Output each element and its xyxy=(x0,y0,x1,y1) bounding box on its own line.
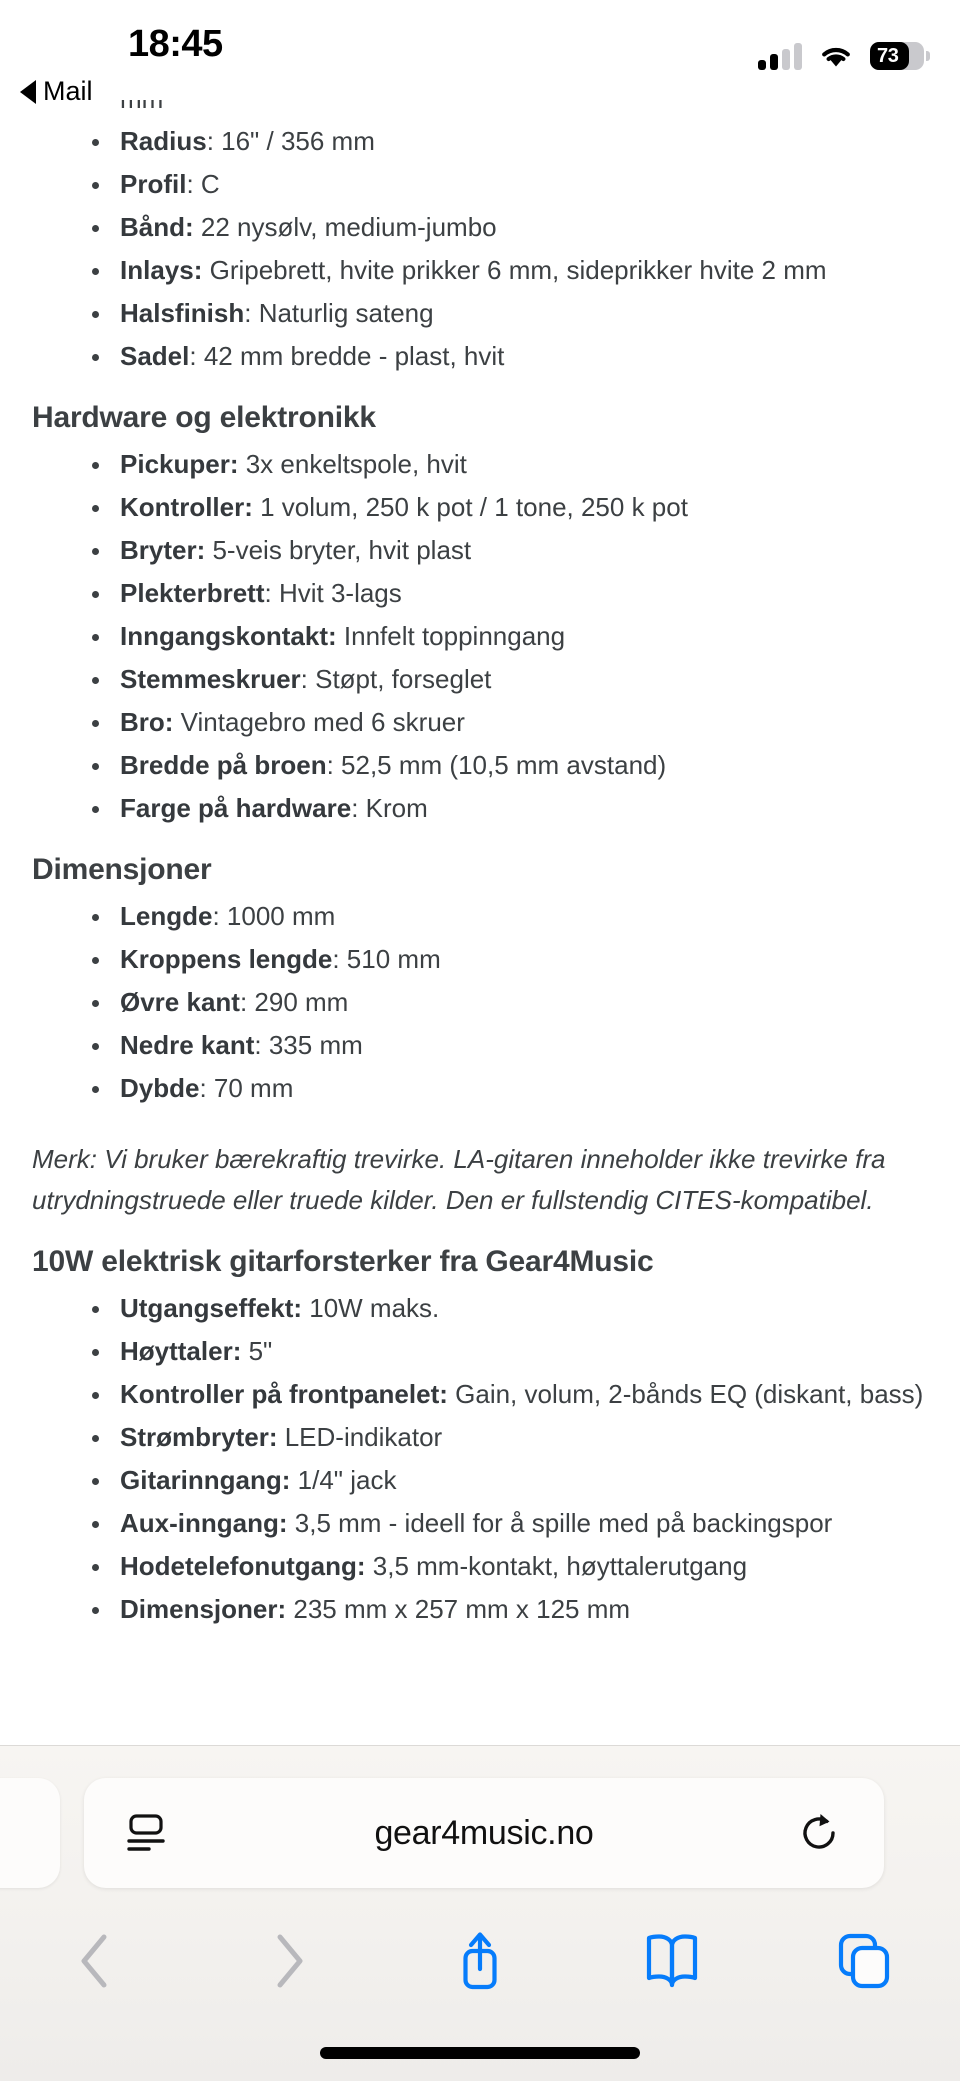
status-bar xyxy=(0,0,960,106)
spec-item xyxy=(32,249,930,291)
web-page-viewport[interactable] xyxy=(0,100,960,1746)
spec-item xyxy=(32,787,930,829)
spec-value: Innfelt toppinngang xyxy=(336,621,566,651)
spec-label: Øvre kant xyxy=(120,987,240,1017)
spec-value: Vintagebro med 6 skruer xyxy=(173,707,465,737)
adjacent-tab-card[interactable] xyxy=(0,1778,60,1888)
back-triangle-icon xyxy=(20,80,36,104)
spec-value: : Støpt, forseglet xyxy=(300,664,492,694)
spec-item xyxy=(32,744,930,786)
spec-value: 235 mm x 257 mm x 125 mm xyxy=(286,1594,631,1624)
spec-label: Dybde xyxy=(120,1073,200,1103)
spec-label: Farge på hardware xyxy=(120,793,352,823)
spec-list-neck xyxy=(32,120,930,377)
spec-item xyxy=(32,163,930,205)
spec-item xyxy=(32,572,930,614)
spec-item xyxy=(32,615,930,657)
status-bar-clock: 18:45 xyxy=(128,23,223,65)
spec-item xyxy=(32,1287,930,1329)
battery-percentage: 73 xyxy=(877,45,899,67)
spec-value: 10W maks. xyxy=(302,1293,440,1323)
spec-value: LED-indikator xyxy=(277,1422,443,1452)
reload-icon[interactable] xyxy=(798,1811,842,1855)
spec-label: Profil xyxy=(120,169,187,199)
spec-label: Inngangskontakt: xyxy=(120,621,337,651)
spec-value: 5" xyxy=(241,1336,273,1366)
spec-label: Aux-inngang: xyxy=(120,1508,288,1538)
section-heading-hardware: Hardware og elektronikk xyxy=(32,401,376,434)
spec-value: Gain, volum, 2-bånds EQ (diskant, bass) xyxy=(447,1379,924,1409)
spec-value: 1/4" jack xyxy=(290,1465,397,1495)
spec-label: Halsfinish xyxy=(120,298,245,328)
spec-label: Lengde xyxy=(120,901,213,931)
spec-value: : 335 mm xyxy=(254,1030,363,1060)
spec-item xyxy=(32,335,930,377)
spec-item xyxy=(32,206,930,248)
spec-value: : 290 mm xyxy=(239,987,349,1017)
spec-list-hardware xyxy=(32,443,930,829)
spec-value: 3,5 mm - ideell for å spille med på backingspor xyxy=(287,1508,833,1538)
battery-cap xyxy=(926,51,930,61)
spec-value: : 1000 mm xyxy=(212,901,336,931)
spec-label: Nedre kant xyxy=(120,1030,255,1060)
home-indicator xyxy=(320,2047,640,2059)
spec-item xyxy=(32,1024,930,1066)
tabs-button[interactable] xyxy=(768,1906,960,2016)
chevron-right-icon xyxy=(265,1930,311,1992)
address-bar[interactable] xyxy=(84,1778,884,1888)
spec-label: Hodetelefonutgang: xyxy=(120,1551,366,1581)
spec-item xyxy=(32,120,930,162)
spec-label: Strømbryter: xyxy=(120,1422,278,1452)
spec-label: Høyttaler: xyxy=(120,1336,242,1366)
spec-label: Pickuper: xyxy=(120,449,239,479)
spec-item xyxy=(32,486,930,528)
spec-label: Kontroller på frontpanelet: xyxy=(120,1379,448,1409)
spec-value: Gripebrett, hvite prikker 6 mm, sideprikker hvite 2 mm xyxy=(202,255,827,285)
battery-icon xyxy=(870,42,924,70)
spec-label: Sadel xyxy=(120,341,190,371)
spec-item xyxy=(32,1373,930,1415)
spec-list-dimensions xyxy=(32,895,930,1109)
aa-page-settings-icon[interactable] xyxy=(124,1810,170,1856)
spec-value: : Krom xyxy=(351,793,428,823)
spec-label: Kontroller: xyxy=(120,492,253,522)
spec-value: 1 volum, 250 k pot / 1 tone, 250 k pot xyxy=(252,492,688,522)
share-button[interactable] xyxy=(384,1906,576,2016)
product-spec-article xyxy=(0,78,960,1631)
spec-value: : C xyxy=(186,169,220,199)
spec-label: Inlays: xyxy=(120,255,203,285)
tabs-icon xyxy=(833,1930,895,1992)
spec-item xyxy=(32,443,930,485)
spec-label: Gitarinngang: xyxy=(120,1465,291,1495)
spec-item xyxy=(32,1545,930,1587)
section-heading-amplifier: 10W elektrisk gitarforsterker fra Gear4Music xyxy=(32,1245,654,1278)
spec-label: Utgangseffekt: xyxy=(120,1293,303,1323)
spec-label: Plekterbrett xyxy=(120,578,265,608)
spec-item xyxy=(32,895,930,937)
spec-value: : 70 mm xyxy=(199,1073,294,1103)
spec-list-amplifier xyxy=(32,1287,930,1630)
share-icon xyxy=(451,1927,509,1995)
spec-item xyxy=(32,658,930,700)
spec-label: Dimensjoner: xyxy=(120,1594,287,1624)
spec-value: 3x enkeltspole, hvit xyxy=(238,449,467,479)
spec-value: : Hvit 3-lags xyxy=(264,578,402,608)
spec-value: : Naturlig sateng xyxy=(244,298,434,328)
spec-item xyxy=(32,1416,930,1458)
back-to-mail-button[interactable] xyxy=(20,76,93,107)
tab-bar xyxy=(0,1778,960,1888)
spec-value: : 42 mm bredde - plast, hvit xyxy=(189,341,505,371)
browser-toolbar xyxy=(0,1906,960,2016)
spec-value: : 16" / 356 mm xyxy=(206,126,375,156)
spec-value: 5-veis bryter, hvit plast xyxy=(205,535,472,565)
wifi-icon xyxy=(817,42,855,70)
status-bar-indicators xyxy=(758,30,924,70)
spec-value: : 52,5 mm (10,5 mm avstand) xyxy=(326,750,667,780)
cellular-signal-icon xyxy=(758,42,802,70)
spec-item xyxy=(32,292,930,334)
spec-label: Bredde på broen xyxy=(120,750,327,780)
spec-item xyxy=(32,981,930,1023)
section-heading-dimensions: Dimensjoner xyxy=(32,853,212,886)
safari-bottom-chrome xyxy=(0,1745,960,2081)
url-text[interactable]: gear4music.no xyxy=(374,1813,594,1852)
spec-label: Bryter: xyxy=(120,535,206,565)
spec-label: Kroppens lengde xyxy=(120,944,333,974)
back-button[interactable] xyxy=(0,1906,192,2016)
spec-value: 22 nysølv, medium-jumbo xyxy=(193,212,497,242)
book-icon xyxy=(641,1931,703,1991)
spec-label: Bånd: xyxy=(120,212,194,242)
bookmarks-button[interactable] xyxy=(576,1906,768,2016)
spec-item xyxy=(32,1588,930,1630)
back-to-app-label: Mail xyxy=(43,76,93,106)
spec-value: 3,5 mm-kontakt, høyttalerutgang xyxy=(365,1551,748,1581)
spec-label: Stemmeskruer xyxy=(120,664,301,694)
spec-item xyxy=(32,529,930,571)
spec-item xyxy=(32,1330,930,1372)
sustainability-note: Merk: Vi bruker bærekraftig trevirke. LA-gitaren inneholder ikke trevirke fra utrydningstruede eller truede kilder. Den er fullstendig CITES-kompatibel. xyxy=(32,1144,886,1215)
chevron-left-icon xyxy=(73,1930,119,1992)
spec-item xyxy=(32,701,930,743)
spec-item xyxy=(32,1459,930,1501)
spec-item xyxy=(32,938,930,980)
forward-button[interactable] xyxy=(192,1906,384,2016)
spec-item xyxy=(32,1067,930,1109)
spec-item xyxy=(32,1502,930,1544)
spec-value: : 510 mm xyxy=(332,944,441,974)
spec-label: Radius xyxy=(120,126,207,156)
spec-label: Bro: xyxy=(120,707,174,737)
